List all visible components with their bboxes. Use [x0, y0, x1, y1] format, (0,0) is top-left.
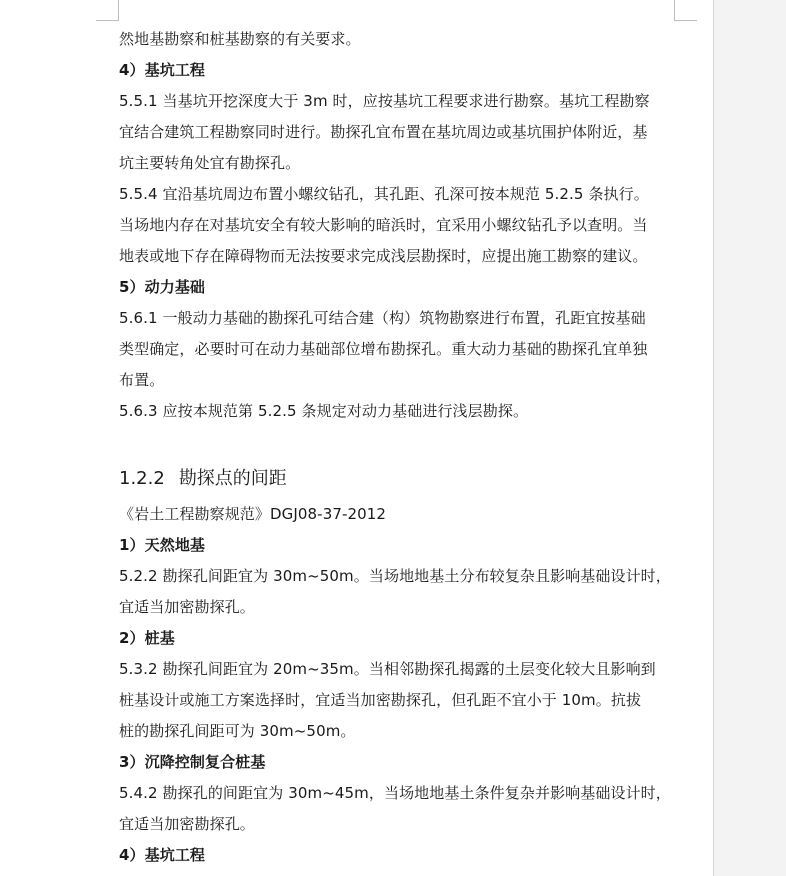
paragraph-line: 然地基勘察和桩基勘察的有关要求。: [119, 30, 361, 48]
paragraph-line: 类型确定，必要时可在动力基础部位增布勘探孔。重大动力基础的勘探孔宜单独: [119, 340, 648, 358]
paragraph-line: 宜结合建筑工程勘察同时进行。勘探孔宜布置在基坑周边或基坑围护体附近，基: [119, 123, 648, 141]
subheading-pile-foundation: 2）桩基: [119, 629, 175, 647]
standard-reference: 《岩土工程勘察规范》DGJ08-37-2012: [119, 505, 387, 523]
document-body: [119, 24, 679, 871]
margin-corner-mark-right: [674, 0, 697, 21]
subheading-foundation-pit-2: 4）基坑工程: [119, 846, 206, 864]
paragraph-line: 5.2.2 勘探孔间距宜为 30m~50m。当场地地基土分布较复杂且影响基础设计时，: [119, 567, 671, 585]
subheading-foundation-pit: 4）基坑工程: [119, 61, 206, 79]
section-heading: [119, 464, 679, 494]
paragraph-line: 布置。: [119, 371, 165, 389]
section-title: 勘探点的间距: [178, 468, 287, 489]
paragraph-line: 桩基设计或施工方案选择时，宜适当加密勘探孔，但孔距不宜小于 10m。抗拔: [119, 691, 642, 709]
paragraph-line: 宜适当加密勘探孔。: [119, 598, 255, 616]
subheading-settlement-control: 3）沉降控制复合桩基: [119, 753, 266, 771]
page-edge: [713, 0, 714, 876]
paragraph-line: 5.3.2 勘探孔间距宜为 20m~35m。当相邻勘探孔揭露的土层变化较大且影响到: [119, 660, 656, 678]
paragraph-line: 5.5.1 当基坑开挖深度大于 3m 时，应按基坑工程要求进行勘察。基坑工程勘察: [119, 92, 650, 110]
paragraph-line: 桩的勘探孔间距可为 30m~50m。: [119, 722, 356, 740]
paragraph-line: 5.6.3 应按本规范第 5.2.5 条规定对动力基础进行浅层勘探。: [119, 402, 529, 420]
subheading-natural-foundation: 1）天然地基: [119, 536, 206, 554]
paragraph-line: 5.4.2 勘探孔的间距宜为 30m~45m，当场地地基土条件复杂并影响基础设计时，: [119, 784, 671, 802]
margin-corner-mark-left: [96, 0, 119, 21]
paragraph-line: 5.5.4 宜沿基坑周边布置小螺纹钻孔，其孔距、孔深可按本规范 5.2.5 条执行。: [119, 185, 649, 203]
subheading-dynamic-foundation: 5）动力基础: [119, 278, 206, 296]
paragraph-line: 当场地内存在对基坑安全有较大影响的暗浜时，宜采用小螺纹钻孔予以查明。当: [119, 216, 648, 234]
paragraph-line: 地表或地下存在障碍物而无法按要求完成浅层勘探时，应提出施工勘察的建议。: [119, 247, 648, 265]
paragraph-line: 坑主要转角处宜有勘探孔。: [119, 154, 301, 172]
paragraph-line: 5.6.1 一般动力基础的勘探孔可结合建（构）筑物勘察进行布置，孔距宜按基础: [119, 309, 646, 327]
section-number: 1.2.2: [119, 468, 165, 489]
paragraph-line: 宜适当加密勘探孔。: [119, 815, 255, 833]
page-gutter: [714, 0, 786, 876]
